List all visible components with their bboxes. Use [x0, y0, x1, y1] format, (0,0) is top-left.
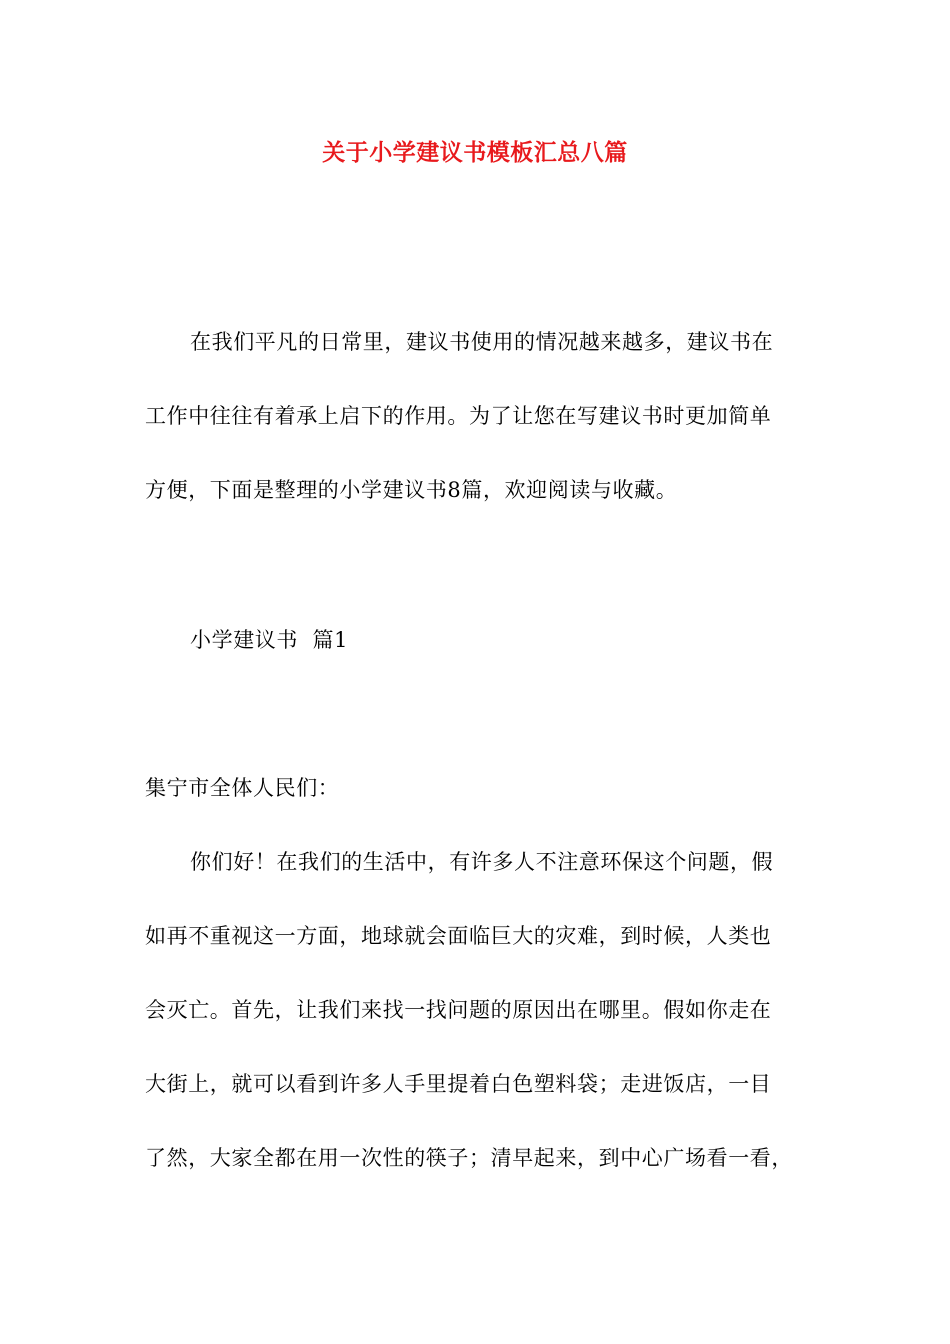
intro-line: 方便，下面是整理的小学建议书8篇，欢迎阅读与收藏。: [145, 478, 678, 502]
document-title: 关于小学建议书模板汇总八篇: [322, 140, 628, 166]
body-line: 如再不重视这一方面，地球就会面临巨大的灾难，到时候，人类也: [145, 924, 772, 948]
section-heading: 小学建议书 篇1: [190, 628, 349, 652]
intro-line: 工作中往往有着承上启下的作用。为了让您在写建议书时更加简单: [145, 404, 772, 428]
body-line: 了然，大家全都在用一次性的筷子；清早起来，到中心广场看一看，: [145, 1146, 793, 1170]
salutation: 集宁市全体人民们：: [145, 776, 340, 800]
body-line: 你们好！在我们的生活中，有许多人不注意环保这个问题，假: [190, 850, 774, 874]
body-line: 会灭亡。首先，让我们来找一找问题的原因出在哪里。假如你走在: [145, 998, 772, 1022]
body-line: 大街上，就可以看到许多人手里提着白色塑料袋；走进饭店，一目: [145, 1072, 772, 1096]
intro-line: 在我们平凡的日常里，建议书使用的情况越来越多，建议书在: [190, 330, 774, 354]
